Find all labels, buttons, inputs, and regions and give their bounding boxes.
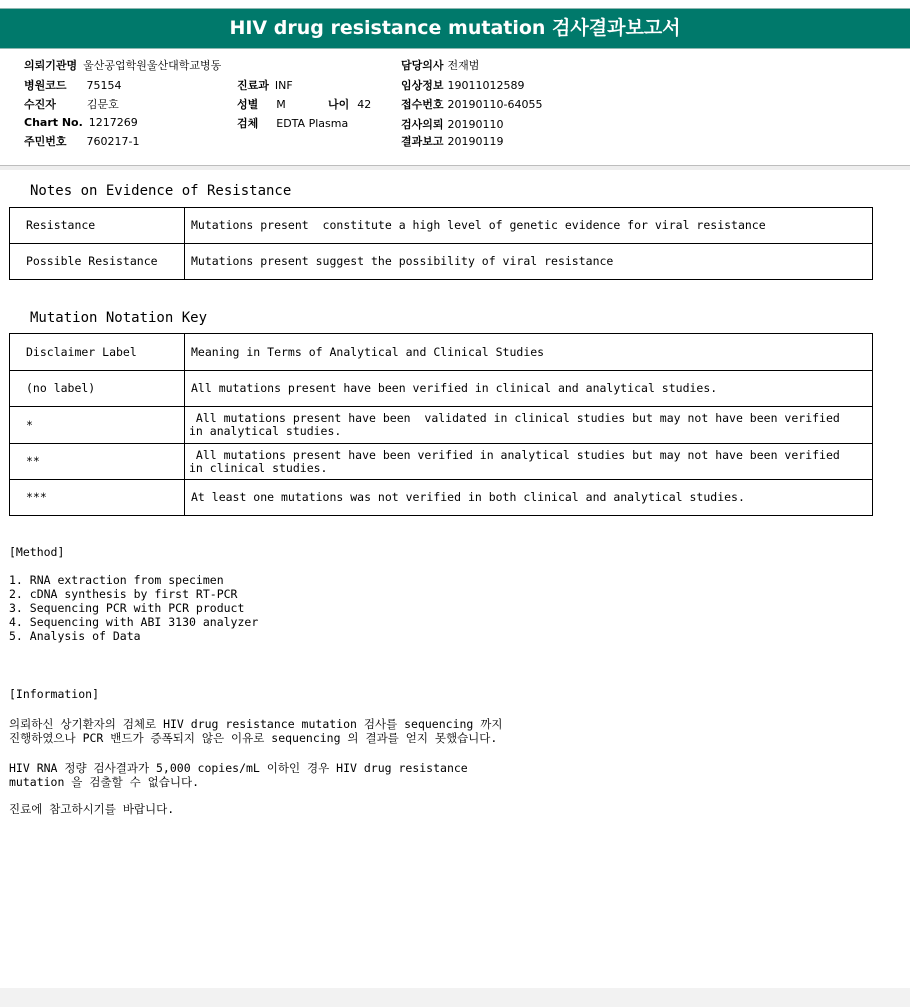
hospital-code-field <box>24 77 122 93</box>
report-date-value: 20190119 <box>447 135 504 148</box>
evidence-row-resistance <box>10 208 873 244</box>
department-field <box>237 77 293 93</box>
receiver-field <box>24 96 119 112</box>
notation-text: All mutations present have been verified in clinical and analytical studies. <box>185 371 873 407</box>
section-separator <box>0 166 910 170</box>
age-value: 42 <box>357 98 372 111</box>
notation-label: (no label) <box>10 371 185 407</box>
receipt-no-field <box>401 96 542 112</box>
notation-title: Mutation Notation Key <box>30 310 208 326</box>
hospital-code-label: 병원코드 <box>24 79 67 92</box>
notation-header-row <box>10 334 873 371</box>
notation-row <box>10 371 873 407</box>
method-step: 3. Sequencing PCR with PCR product <box>9 601 245 615</box>
notation-text: At least one mutations was not verified in both clinical and analytical studies. <box>185 480 873 516</box>
notation-label: ** <box>10 444 185 480</box>
specimen-value: EDTA Plasma <box>276 117 349 130</box>
chart-no-value: 1217269 <box>88 116 138 129</box>
doctor-value: 전재범 <box>447 59 480 72</box>
doctor-field <box>401 57 479 73</box>
notation-row <box>10 444 873 480</box>
method-step: 1. RNA extraction from specimen <box>9 573 224 587</box>
specimen-label: 검체 <box>237 117 259 130</box>
department-label: 진료과 <box>237 79 269 92</box>
notation-label: *** <box>10 480 185 516</box>
notation-header-text: Meaning in Terms of Analytical and Clinical Studies <box>185 334 873 371</box>
department-value: INF <box>274 79 293 92</box>
notation-text: All mutations present have been verified in analytical studies but may not have been verified in clinical studies. <box>185 444 873 480</box>
resident-no-field <box>24 133 139 149</box>
method-step: 5. Analysis of Data <box>9 629 141 643</box>
report-date-label: 결과보고 <box>401 135 444 148</box>
hospital-code-value: 75154 <box>86 79 122 92</box>
sex-value: M <box>276 98 286 111</box>
receipt-no-label: 접수번호 <box>401 98 444 111</box>
notation-label: * <box>10 407 185 444</box>
age-label: 나이 <box>328 98 350 111</box>
information-paragraph: 진료에 참고하시기를 바랍니다. <box>9 802 175 816</box>
information-paragraph: 의뢰하신 상기환자의 검체로 HIV drug resistance mutation 검사를 sequencing 까지 진행하였으나 PCR 밴드가 증폭되지 않은 이유로 sequencing 의 결과를 얻지 못했습니다. <box>9 717 503 745</box>
receipt-no-value: 20190110-64055 <box>447 98 543 111</box>
method-step: 2. cDNA synthesis by first RT-PCR <box>9 587 238 601</box>
clinical-info-value: 19011012589 <box>447 79 525 92</box>
evidence-label: Possible Resistance <box>10 244 185 280</box>
report-date-field <box>401 133 504 149</box>
report-title: HIV drug resistance mutation 검사결과보고서 <box>0 8 910 49</box>
information-paragraph: HIV RNA 정량 검사결과가 5,000 copies/mL 이하인 경우 HIV drug resistance mutation 을 검출할 수 없습니다. <box>9 761 468 789</box>
notation-table <box>9 333 873 516</box>
method-title: [Method] <box>9 545 65 559</box>
resident-no-label: 주민번호 <box>24 135 67 148</box>
patient-info-block <box>0 49 910 166</box>
request-date-value: 20190110 <box>447 118 504 131</box>
doctor-label: 담당의사 <box>401 59 444 72</box>
specimen-field <box>237 115 348 131</box>
institution-value: 울산공업학원울산대학교병동 <box>83 59 222 72</box>
institution-field <box>24 57 221 73</box>
sex-field <box>237 96 286 112</box>
information-title: [Information] <box>9 687 100 701</box>
age-field <box>328 96 371 112</box>
receiver-label: 수진자 <box>24 98 56 111</box>
evidence-title: Notes on Evidence of Resistance <box>30 183 292 199</box>
clinical-info-field <box>401 77 525 93</box>
method-step: 4. Sequencing with ABI 3130 analyzer <box>9 615 259 629</box>
evidence-row-possible <box>10 244 873 280</box>
resident-no-value: 760217-1 <box>86 135 140 148</box>
sex-label: 성별 <box>237 98 259 111</box>
chart-no-field <box>24 116 138 129</box>
chart-no-label: Chart No. <box>24 116 83 129</box>
evidence-label: Resistance <box>10 208 185 244</box>
evidence-text: Mutations present suggest the possibility of viral resistance <box>185 244 873 280</box>
evidence-text: Mutations present constitute a high level of genetic evidence for viral resistance <box>185 208 873 244</box>
notation-row <box>10 407 873 444</box>
notation-header-label: Disclaimer Label <box>10 334 185 371</box>
clinical-info-label: 임상정보 <box>401 79 444 92</box>
receiver-value: 김문호 <box>86 98 119 111</box>
institution-label: 의뢰기관명 <box>24 59 78 72</box>
notation-row <box>10 480 873 516</box>
request-date-label: 검사의뢰 <box>401 118 444 131</box>
evidence-table <box>9 207 873 280</box>
notation-text: All mutations present have been validated in clinical studies but may not have been verified in analytical studies. <box>185 407 873 444</box>
request-date-field <box>401 116 504 132</box>
